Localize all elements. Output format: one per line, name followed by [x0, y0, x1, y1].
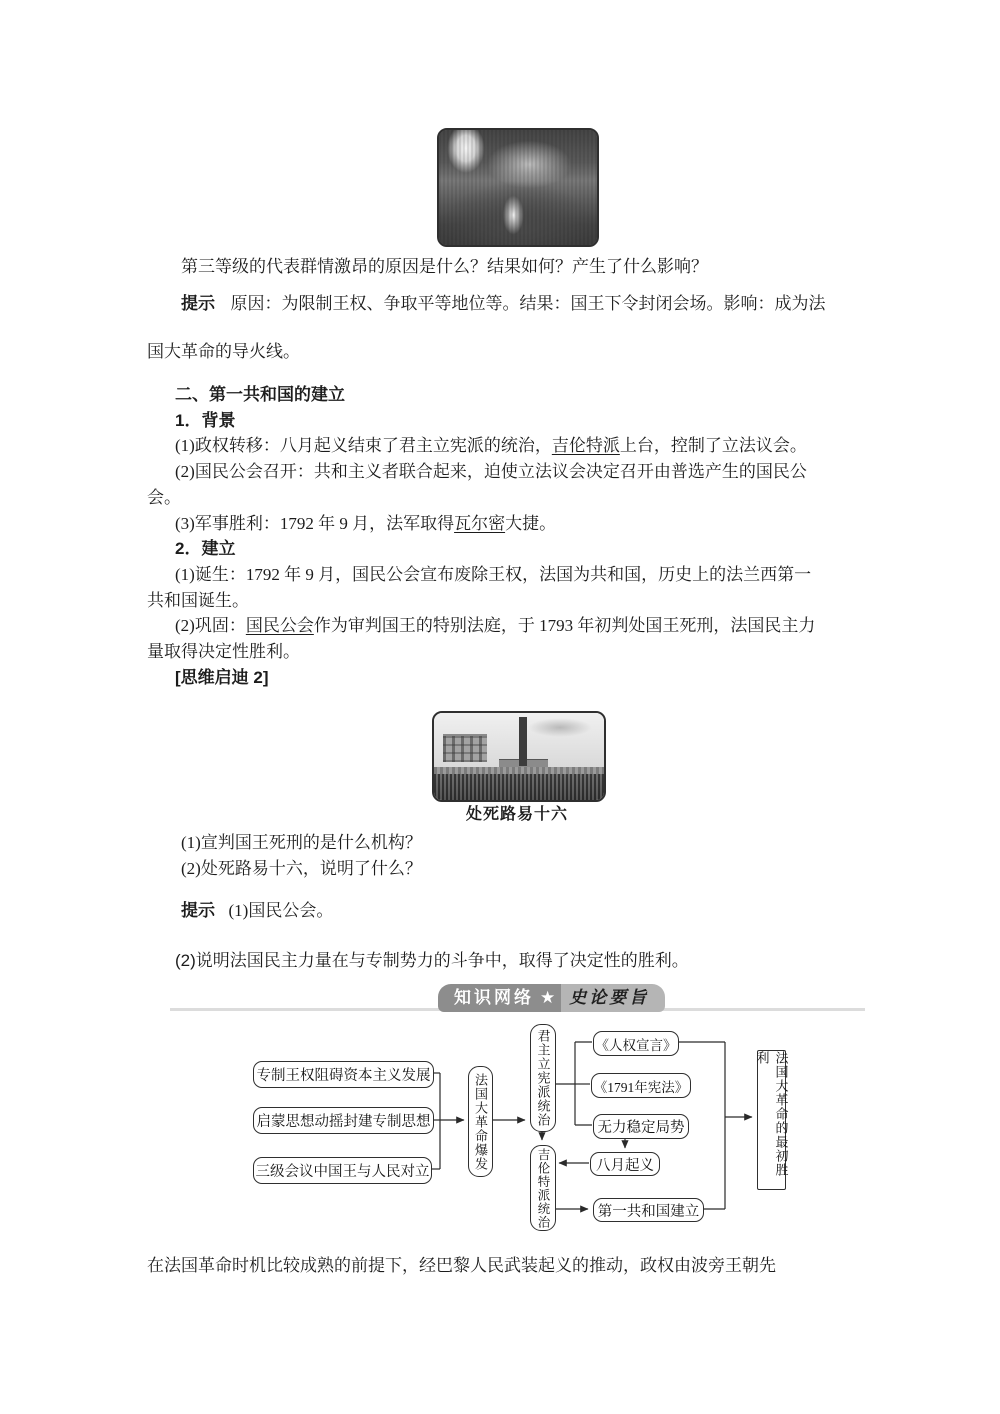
bg-item3: [147, 511, 859, 537]
flow-node-cause1: 专制王权阻碍资本主义发展: [253, 1061, 434, 1088]
figure2-caption: 处死路易十六: [465, 806, 568, 823]
underlined-term-valmy: 瓦尔密: [454, 513, 506, 533]
bg-item3-tail: 大捷。: [505, 513, 557, 533]
figure2-question2: (2)处死路易十六，说明了什么？: [181, 859, 422, 878]
execution-louis-xvi-image: [432, 711, 606, 802]
knowledge-network-flowchart: [0, 1020, 1000, 1250]
flow-node-august-uprising: 八月起义: [590, 1152, 660, 1176]
tennis-court-oath-image: [437, 128, 599, 247]
flow-node-unstable: 无力稳定局势: [593, 1114, 689, 1139]
est-item2-text: (2)巩固：: [175, 616, 246, 636]
execution-art: [434, 713, 604, 800]
bg-item1-text: (1)政权转移：八月起义结束了君主立宪派的统治，: [175, 436, 552, 456]
flow-node-victory: 法国大革命的最初胜利: [757, 1050, 786, 1190]
underlined-term-convention: 国民公会: [245, 616, 314, 636]
section-heading: 二、第一共和国的建立: [175, 385, 345, 404]
engraving-texture: [439, 130, 597, 245]
bg-item1: [147, 433, 859, 459]
flow-node-constitutional-rule: 君主立宪派统治: [530, 1024, 556, 1132]
hint2-answer1: (1)国民公会。: [228, 901, 334, 920]
est-item2-line2: 量取得决定性胜利。: [147, 642, 300, 662]
figure1-question: 第三等级的代表群情激昂的原因是什么？结果如何？产生了什么影响？: [181, 257, 708, 276]
est-item1-line1: (1)诞生：1792 年 9 月，国民公会宣布废除王权，法国为共和国，历史上的法兰西第一: [175, 564, 812, 584]
bg-item2-line1: (2)国民公会召开：共和主义者联合起来，迫使立法议会决定召开由普选产生的国民公: [175, 462, 807, 482]
flow-node-cause2: 启蒙思想动摇封建专制思想: [253, 1107, 434, 1134]
flow-node-first-republic: 第一共和国建立: [593, 1198, 704, 1222]
summary-paragraph: 在法国革命时机比较成熟的前提下，经巴黎人民武装起义的推动，政权由波旁王朝先: [147, 1256, 776, 1275]
hint1-text: 原因：为限制王权、争取平等地位等。结果：国王下令封闭会场。影响：成为法: [230, 294, 826, 313]
underlined-term-girondins: 吉伦特派: [551, 436, 620, 456]
flow-node-girondin-rule: 吉伦特派统治: [530, 1145, 556, 1231]
section-body: [147, 382, 859, 690]
building: [443, 734, 487, 762]
crowd: [434, 774, 604, 800]
hint1-line1: [181, 291, 825, 317]
star-icon: ★: [540, 984, 561, 1012]
tennis-court-oath-art: [439, 130, 597, 245]
est-item1-line2: 共和国诞生。: [147, 590, 249, 610]
flow-node-cause3: 三级会议中国王与人民对立: [253, 1157, 432, 1184]
figure2-question1: (1)宣判国王死刑的是什么机构？: [181, 833, 422, 852]
hint-label: 提示: [181, 901, 215, 920]
thinking-prompt-label: [思维启迪 2]: [175, 667, 269, 687]
guillotine-post: [519, 717, 527, 766]
bg-item3-text: (3)军事胜利：1792 年 9 月，法军取得: [175, 513, 455, 533]
hint-label: 提示: [181, 294, 215, 313]
flow-node-declaration: 《人权宣言》: [593, 1031, 679, 1056]
cloud: [528, 718, 593, 737]
bg-item2-line2: 会。: [147, 487, 181, 507]
hint2-answer2: (2)说明法国民主力量在与专制势力的斗争中，取得了决定性的胜利。: [175, 951, 689, 970]
banner-right-label: 史论要旨: [561, 984, 665, 1012]
flowchart-connectors: [0, 1020, 1000, 1250]
est-item2-line1: [147, 613, 859, 639]
knowledge-network-banner: [438, 984, 665, 1012]
flow-node-constitution-1791: 《1791年宪法》: [591, 1073, 691, 1098]
flow-node-outbreak: 法国大革命爆发: [468, 1066, 493, 1177]
subheading-establish: 2．建立: [175, 539, 236, 559]
hint1-line2: 国大革命的导火线。: [147, 342, 300, 361]
hint2-line1: [181, 898, 333, 924]
est-item2-tail: 作为审判国王的特别法庭，于 1793 年初判处国王死刑，法国民主力: [313, 616, 816, 636]
banner-left-label: 知识网络: [438, 984, 540, 1012]
subheading-background: 1．背景: [175, 410, 236, 430]
bg-item1-tail: 上台，控制了立法议会。: [619, 436, 807, 456]
